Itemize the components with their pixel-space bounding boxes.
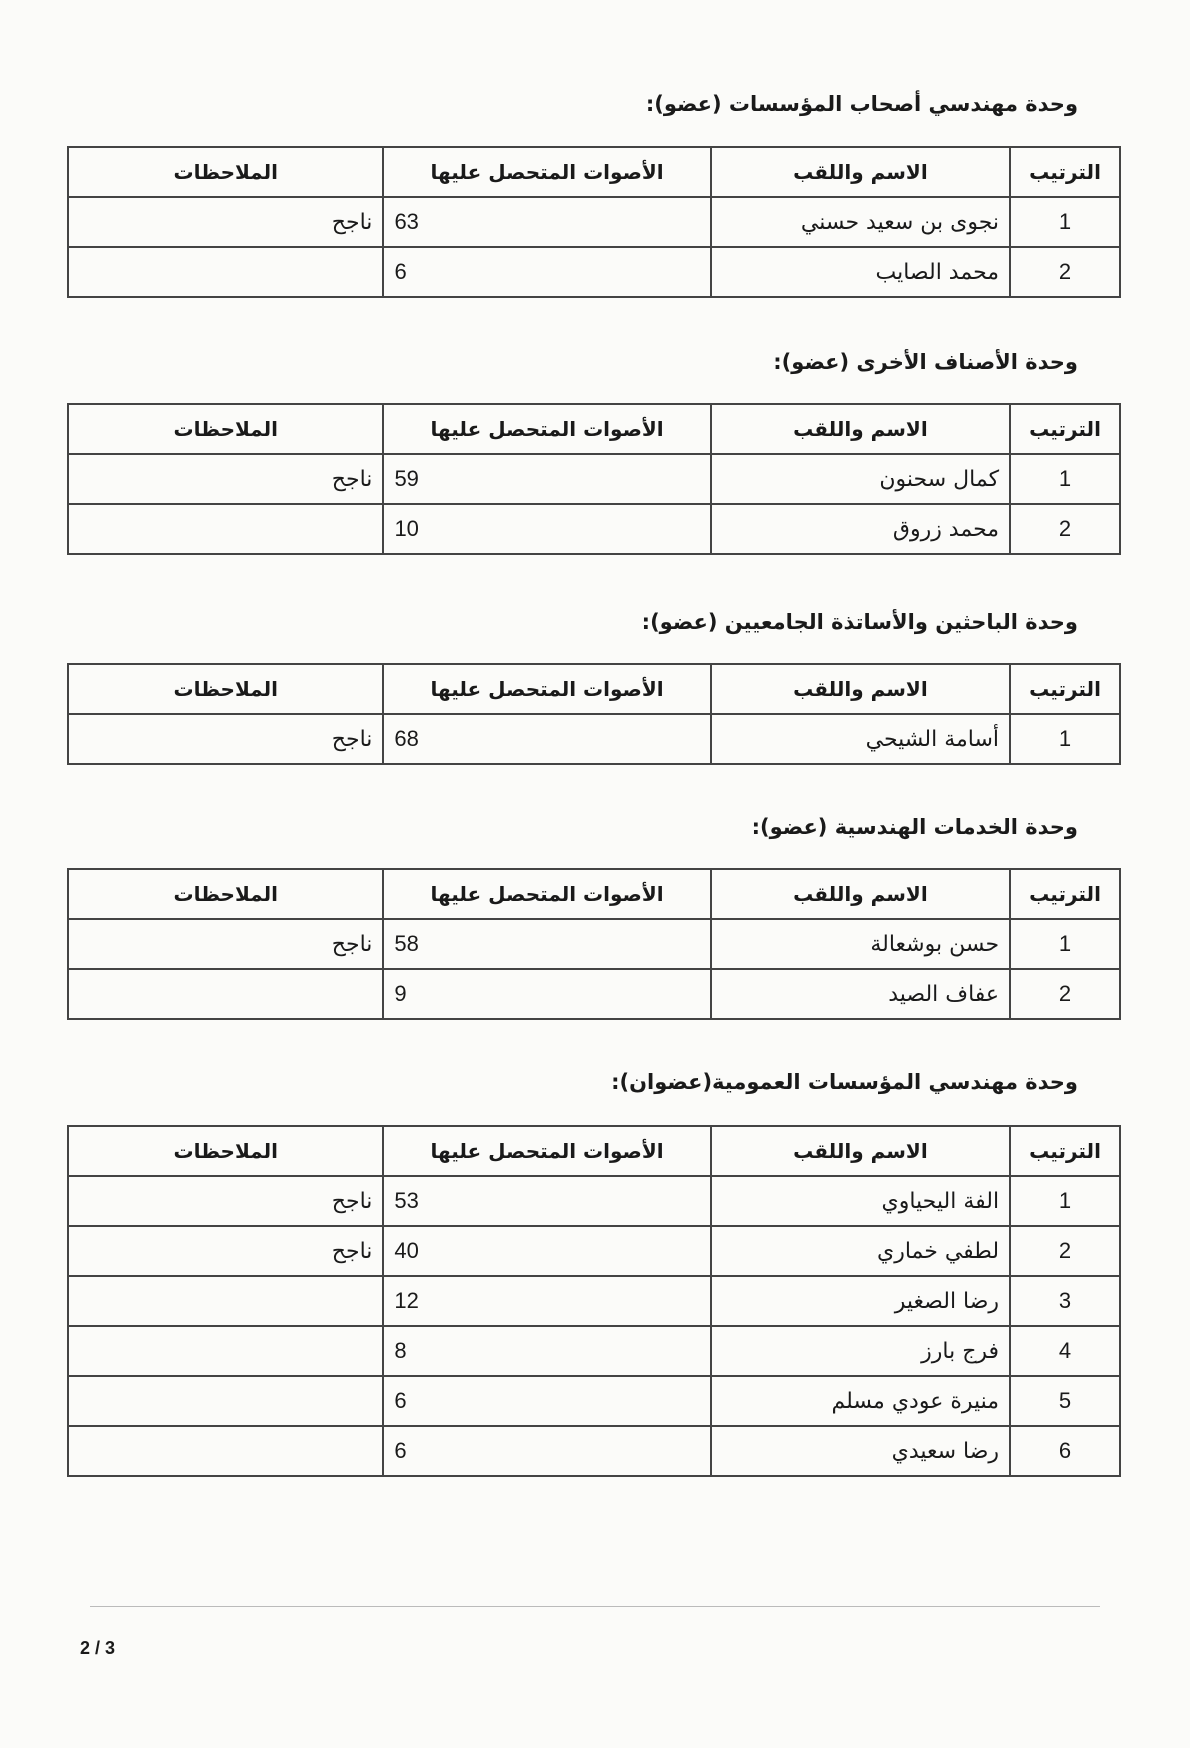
header-notes: الملاحظات [68, 664, 383, 714]
table-row [68, 919, 1120, 969]
votes-cell: 10 [383, 504, 710, 554]
table-header-row [68, 1126, 1120, 1176]
note-cell [68, 1326, 383, 1376]
section-title: وحدة مهندسي أصحاب المؤسسات (عضو): [645, 92, 1078, 116]
rank-cell: 1 [1010, 1176, 1120, 1226]
rank-cell: 3 [1010, 1276, 1120, 1326]
section-title: وحدة الأصناف الأخرى (عضو): [773, 350, 1078, 374]
votes-cell: 58 [383, 919, 710, 969]
note-cell: ناجح [68, 454, 383, 504]
rank-cell: 2 [1010, 1226, 1120, 1276]
table-row [68, 454, 1120, 504]
section-title: وحدة الخدمات الهندسية (عضو): [751, 815, 1078, 839]
results-table [67, 403, 1121, 555]
votes-cell: 6 [383, 1376, 710, 1426]
section-title: وحدة مهندسي المؤسسات العمومية(عضوان): [611, 1070, 1078, 1094]
votes-cell: 12 [383, 1276, 710, 1326]
votes-cell: 68 [383, 714, 710, 764]
header-name: الاسم واللقب [711, 1126, 1010, 1176]
votes-cell: 63 [383, 197, 710, 247]
table-row [68, 714, 1120, 764]
note-cell [68, 1276, 383, 1326]
header-votes: الأصوات المتحصل عليها [383, 1126, 710, 1176]
table-header-row [68, 869, 1120, 919]
table-row [68, 1176, 1120, 1226]
header-votes: الأصوات المتحصل عليها [383, 869, 710, 919]
header-votes: الأصوات المتحصل عليها [383, 147, 710, 197]
name-cell: فرج بارز [711, 1326, 1010, 1376]
results-table [67, 868, 1121, 1020]
name-cell: حسن بوشعالة [711, 919, 1010, 969]
rank-cell: 1 [1010, 919, 1120, 969]
note-cell: ناجح [68, 1176, 383, 1226]
name-cell: رضا الصغير [711, 1276, 1010, 1326]
table-header-row [68, 147, 1120, 197]
rank-cell: 1 [1010, 714, 1120, 764]
note-cell: ناجح [68, 919, 383, 969]
rank-cell: 5 [1010, 1376, 1120, 1426]
header-rank: الترتيب [1010, 1126, 1120, 1176]
rank-cell: 4 [1010, 1326, 1120, 1376]
name-cell: محمد زروق [711, 504, 1010, 554]
rank-cell: 2 [1010, 247, 1120, 297]
votes-cell: 6 [383, 1426, 710, 1476]
rank-cell: 1 [1010, 454, 1120, 504]
table-header-row [68, 664, 1120, 714]
name-cell: رضا سعيدي [711, 1426, 1010, 1476]
table-row [68, 197, 1120, 247]
footer-divider [90, 1606, 1100, 1607]
header-votes: الأصوات المتحصل عليها [383, 664, 710, 714]
table-row [68, 969, 1120, 1019]
votes-cell: 59 [383, 454, 710, 504]
header-name: الاسم واللقب [711, 869, 1010, 919]
header-rank: الترتيب [1010, 147, 1120, 197]
header-rank: الترتيب [1010, 869, 1120, 919]
rank-cell: 2 [1010, 504, 1120, 554]
header-notes: الملاحظات [68, 1126, 383, 1176]
name-cell: أسامة الشيحي [711, 714, 1010, 764]
results-table [67, 146, 1121, 298]
header-rank: الترتيب [1010, 664, 1120, 714]
note-cell [68, 1426, 383, 1476]
rank-cell: 1 [1010, 197, 1120, 247]
header-notes: الملاحظات [68, 147, 383, 197]
name-cell: محمد الصايب [711, 247, 1010, 297]
table-row [68, 1376, 1120, 1426]
votes-cell: 53 [383, 1176, 710, 1226]
header-name: الاسم واللقب [711, 404, 1010, 454]
name-cell: الفة اليحياوي [711, 1176, 1010, 1226]
header-rank: الترتيب [1010, 404, 1120, 454]
note-cell [68, 504, 383, 554]
table-row [68, 1276, 1120, 1326]
table-row [68, 504, 1120, 554]
page-number: 2 / 3 [80, 1638, 116, 1658]
name-cell: عفاف الصيد [711, 969, 1010, 1019]
note-cell: ناجح [68, 197, 383, 247]
rank-cell: 6 [1010, 1426, 1120, 1476]
name-cell: كمال سحنون [711, 454, 1010, 504]
table-header-row [68, 404, 1120, 454]
table-row [68, 1226, 1120, 1276]
header-name: الاسم واللقب [711, 147, 1010, 197]
votes-cell: 8 [383, 1326, 710, 1376]
results-table [67, 1125, 1121, 1477]
name-cell: منيرة عودي مسلم [711, 1376, 1010, 1426]
section-title: وحدة الباحثين والأساتذة الجامعيين (عضو): [641, 610, 1078, 634]
votes-cell: 40 [383, 1226, 710, 1276]
table-row [68, 1426, 1120, 1476]
results-table [67, 663, 1121, 765]
header-votes: الأصوات المتحصل عليها [383, 404, 710, 454]
note-cell [68, 1376, 383, 1426]
header-name: الاسم واللقب [711, 664, 1010, 714]
note-cell [68, 969, 383, 1019]
votes-cell: 9 [383, 969, 710, 1019]
header-notes: الملاحظات [68, 869, 383, 919]
name-cell: لطفي خماري [711, 1226, 1010, 1276]
table-row [68, 1326, 1120, 1376]
note-cell: ناجح [68, 1226, 383, 1276]
header-notes: الملاحظات [68, 404, 383, 454]
name-cell: نجوى بن سعيد حسني [711, 197, 1010, 247]
note-cell [68, 247, 383, 297]
note-cell: ناجح [68, 714, 383, 764]
votes-cell: 6 [383, 247, 710, 297]
table-row [68, 247, 1120, 297]
rank-cell: 2 [1010, 969, 1120, 1019]
